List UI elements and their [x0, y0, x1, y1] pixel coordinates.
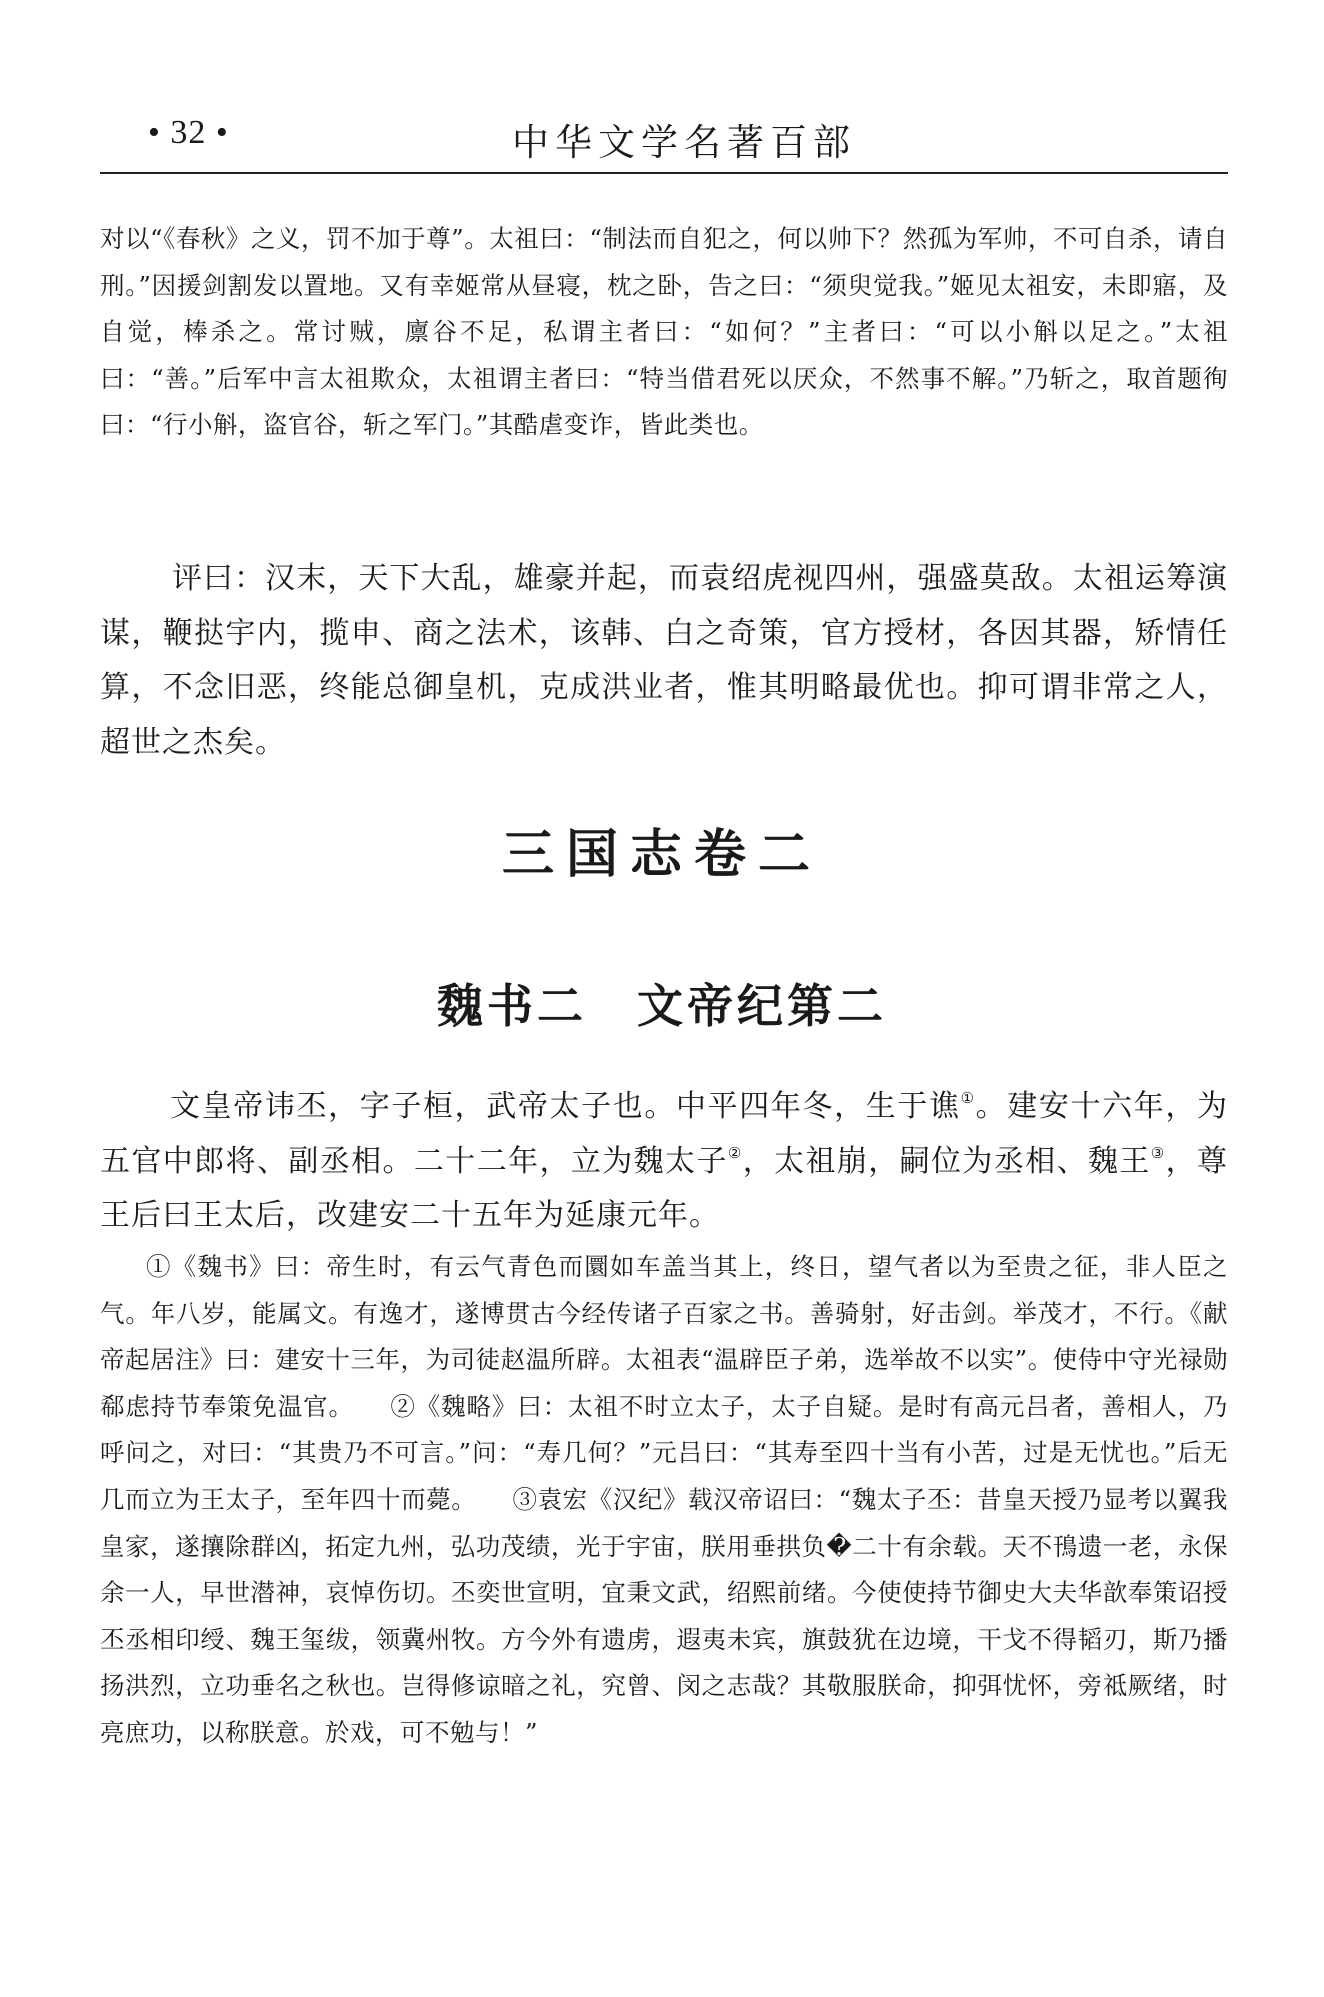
- chapter-title: 魏书二 文帝纪第二: [437, 979, 887, 1033]
- commentary-paragraph: 评曰：汉末，天下大乱，雄豪并起，而袁绍虎视四州，强盛莫敌。太祖运筹演谋，鞭挞宇内，揽申、商之法术，该韩、白之奇策，官方授材，各因其器，矫情任算，不念旧恶，终能总御皇机，克成洪业者，惟其明略最优也。抑可谓非常之人，超世之杰矣。: [100, 561, 1228, 760]
- main-text-segment: ，太祖崩，嗣位为丞相、魏王: [742, 1143, 1151, 1179]
- main-text-segment: 文皇帝讳丕，字子桓，武帝太子也。中平四年冬，生于谯: [170, 1089, 961, 1124]
- main-text-segment: 。建安十六年，为五官中郎将、副丞相。二十二年，立为魏太子: [100, 1089, 1229, 1179]
- annotation-block: [100, 1244, 1228, 1757]
- annotation-3: ③袁宏《汉纪》载汉帝诏曰：“魏太子丕：昔皇天授乃显考以翼我皇家，遂攘除群凶，拓定九州，弘功茂绩，光于宇宙，朕用垂拱负�二十有余载。天不鳱遗一老，永保余一人，早世潜神，哀悼伤切。丕奕世宣明，宜秉文武，绍熙前绪。今使使持节御史大夫华歆奉策诏授丕丞相印绶、魏王玺绂，领冀州牧。方今外有遗虏，遐夷未宾，旗鼓犹在边境，干戈不得韬刃，斯乃播扬洪烈，立功垂名之秋也。岂得修谅暗之礼，究曾、闵之志哉？其敬服朕命，抑弭忧怀，旁祗厥绪，时亮庶功，以称朕意。於戏，可不勉与！”: [100, 1484, 1228, 1747]
- footnote-marker: ①: [960, 1089, 976, 1107]
- main-text-paragraph: [100, 1080, 1228, 1244]
- running-title: 中华文学名著百部: [512, 121, 856, 164]
- volume-title: 三国志卷二: [501, 825, 822, 885]
- page-number: • 32 •: [148, 114, 229, 151]
- main-text-segment: ，尊王后曰王太后，改建安二十五年为延康元年。: [100, 1143, 1229, 1234]
- annotation-1: ①《魏书》曰：帝生时，有云气青色而圜如车盖当其上，终日，望气者以为至贵之征，非人臣之气。年八岁，能属文。有逸才，遂博贯古今经传诸子百家之书。善骑射，好击剑。举茂才，不行。《献帝起居注》曰：建安十三年，为司徒赵温所辟。太祖表“温辟臣子弟，选举故不以实”。使侍中守光禄勋郗虑持节奉策免温官。: [100, 1252, 1228, 1421]
- footnote-marker: ③: [1150, 1143, 1166, 1162]
- annotation-2: ②《魏略》曰：太祖不时立太子，太子自疑。是时有高元吕者，善相人，乃呼问之，对曰：“其贵乃不可言。”问：“寿几何？”元吕曰：“其寿至四十当有小苦，过是无忧也。”后无几而立为王太子，至年四十而薨。: [100, 1391, 1228, 1514]
- footnote-marker: ②: [727, 1143, 743, 1162]
- page-header: [100, 106, 1228, 174]
- continuation-paragraph: 对以“《春秋》之义，罚不加于尊”。太祖曰：“制法而自犯之，何以帅下？然孤为军帅，不可自杀，请自刑。”因援剑割发以置地。又有幸姬常从昼寝，枕之卧，告之曰：“须臾觉我。”姬见太祖安，未即寤，及自觉，棒杀之。常讨贼，廪谷不足，私谓主者曰：“如何？”主者曰：“可以小斛以足之。”太祖曰：“善。”后军中言太祖欺众，太祖谓主者曰：“特当借君死以厌众，不然事不解。”乃斩之，取首题徇曰：“行小斛，盗官谷，斩之军门。”其酷虐变诈，皆此类也。: [100, 224, 1228, 440]
